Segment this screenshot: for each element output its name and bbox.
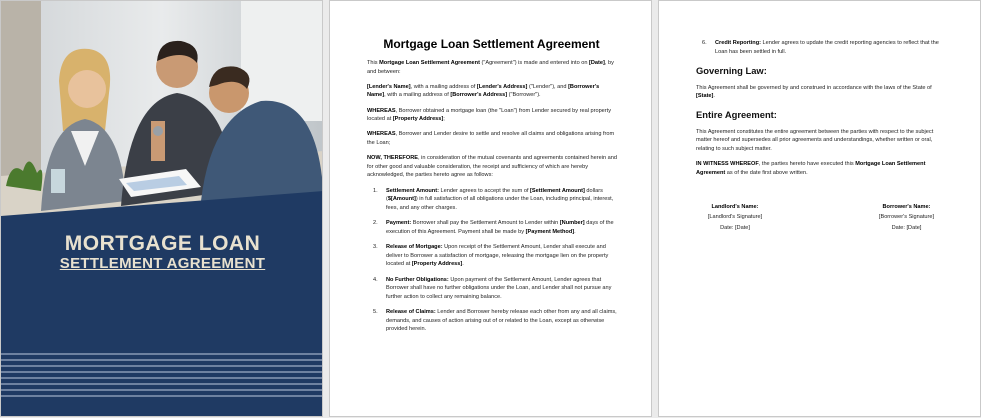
document-title: Mortgage Loan Settlement Agreement	[383, 37, 600, 51]
terms-list-continued	[696, 39, 948, 56]
list-item: 5. Release of Claims: Lender and Borrower hereby release each other from any and all claims, demands, and causes of action arising out of or related to the Loan, except as otherwise provided herein.	[373, 309, 617, 333]
cover-title-line1: MORTGAGE LOAN	[64, 232, 261, 255]
cover-title-line2: SETTLEMENT AGREEMENT	[59, 255, 266, 272]
cover-stripes	[1, 353, 323, 403]
whereas-paragraph-2: WHEREAS, Borrower and Lender desire to settle and resolve all claims and obligations arising from the Loan;	[367, 131, 615, 146]
list-item: 4. No Further Obligations: Upon payment of the Settlement Amount, Lender agrees that Borrower shall have no further obligations under the Loan, and Lender shall not pursue any further action to collect any remaining balance.	[373, 276, 612, 300]
borrower-name-label: Borrower's Name:	[882, 204, 931, 210]
borrower-signature: [Borrower's Signature]	[878, 214, 935, 221]
now-therefore-paragraph: NOW, THEREFORE, in consideration of the mutual covenants and agreements contained herein and for other good and valuable consideration, the receipt and sufficiency of which are hereby acknowledged, the parties hereto agree as follows:	[367, 155, 617, 179]
witness-paragraph: IN WITNESS WHEREOF, the parties hereto have executed this Mortgage Loan Settlement Agreement as of the date first above written.	[696, 160, 926, 176]
governing-law-paragraph: This Agreement shall be governed by and construed in accordance with the laws of the State of [State].	[696, 84, 932, 100]
cover-photo	[1, 1, 323, 216]
list-item: 3. Release of Mortgage: Upon receipt of the Settlement Amount, Lender shall execute and deliver to Borrower a satisfaction of mortgage, releasing the mortgage lien on the property located at [Property Address].	[373, 244, 609, 268]
parties-paragraph: [Lender's Name], with a mailing address of [Lender's Address] ("Lender"), and [Borrower's Name], with a mailing address of [Borrower's Address] ("Borrower").	[367, 83, 600, 99]
signature-block-right	[859, 202, 954, 233]
landlord-date: Date: [Date]	[720, 224, 750, 231]
landlord-signature: [Landlord's Signature]	[707, 214, 763, 221]
document-page-2	[329, 0, 652, 417]
intro-paragraph: This Mortgage Loan Settlement Agreement ("Agreement") is made and entered into on [Date], by and between:	[367, 60, 614, 75]
entire-agreement-heading: Entire Agreement:	[696, 108, 777, 120]
entire-agreement-paragraph: This Agreement constitutes the entire agreement between the parties with respect to the subject matter hereof and supersedes all prior agreements and understandings, whether written or oral, relating to such subject matter.	[696, 128, 934, 152]
page3-body	[696, 39, 948, 184]
page2-body	[367, 59, 617, 341]
signature-block-left	[689, 202, 781, 233]
list-item: 6. Credit Reporting: Lender agrees to update the credit reporting agencies to reflect that the Loan has been settled in full.	[702, 40, 939, 55]
list-item: 1. Settlement Amount: Lender agrees to accept the sum of [Settlement Amount] dollars ($[Amount]) in full satisfaction of all obligations under the Loan, including principal, interest, fees, and any other charges.	[373, 187, 614, 211]
landlord-name-label: Landlord's Name:	[711, 204, 759, 210]
document-page-3	[658, 0, 981, 417]
whereas-paragraph-1: WHEREAS, Borrower obtained a mortgage loan (the "Loan") from Lender secured by real property located at [Property Address];	[367, 107, 612, 123]
borrower-date: Date: [Date]	[891, 224, 922, 231]
terms-list	[367, 187, 617, 335]
governing-law-heading: Governing Law:	[696, 65, 767, 77]
cover-page	[0, 0, 323, 417]
list-item: 2. Payment: Borrower shall pay the Settlement Amount to Lender within [Number] days of the execution of this Agreement. Payment shall be made by [Payment Method].	[373, 220, 614, 235]
